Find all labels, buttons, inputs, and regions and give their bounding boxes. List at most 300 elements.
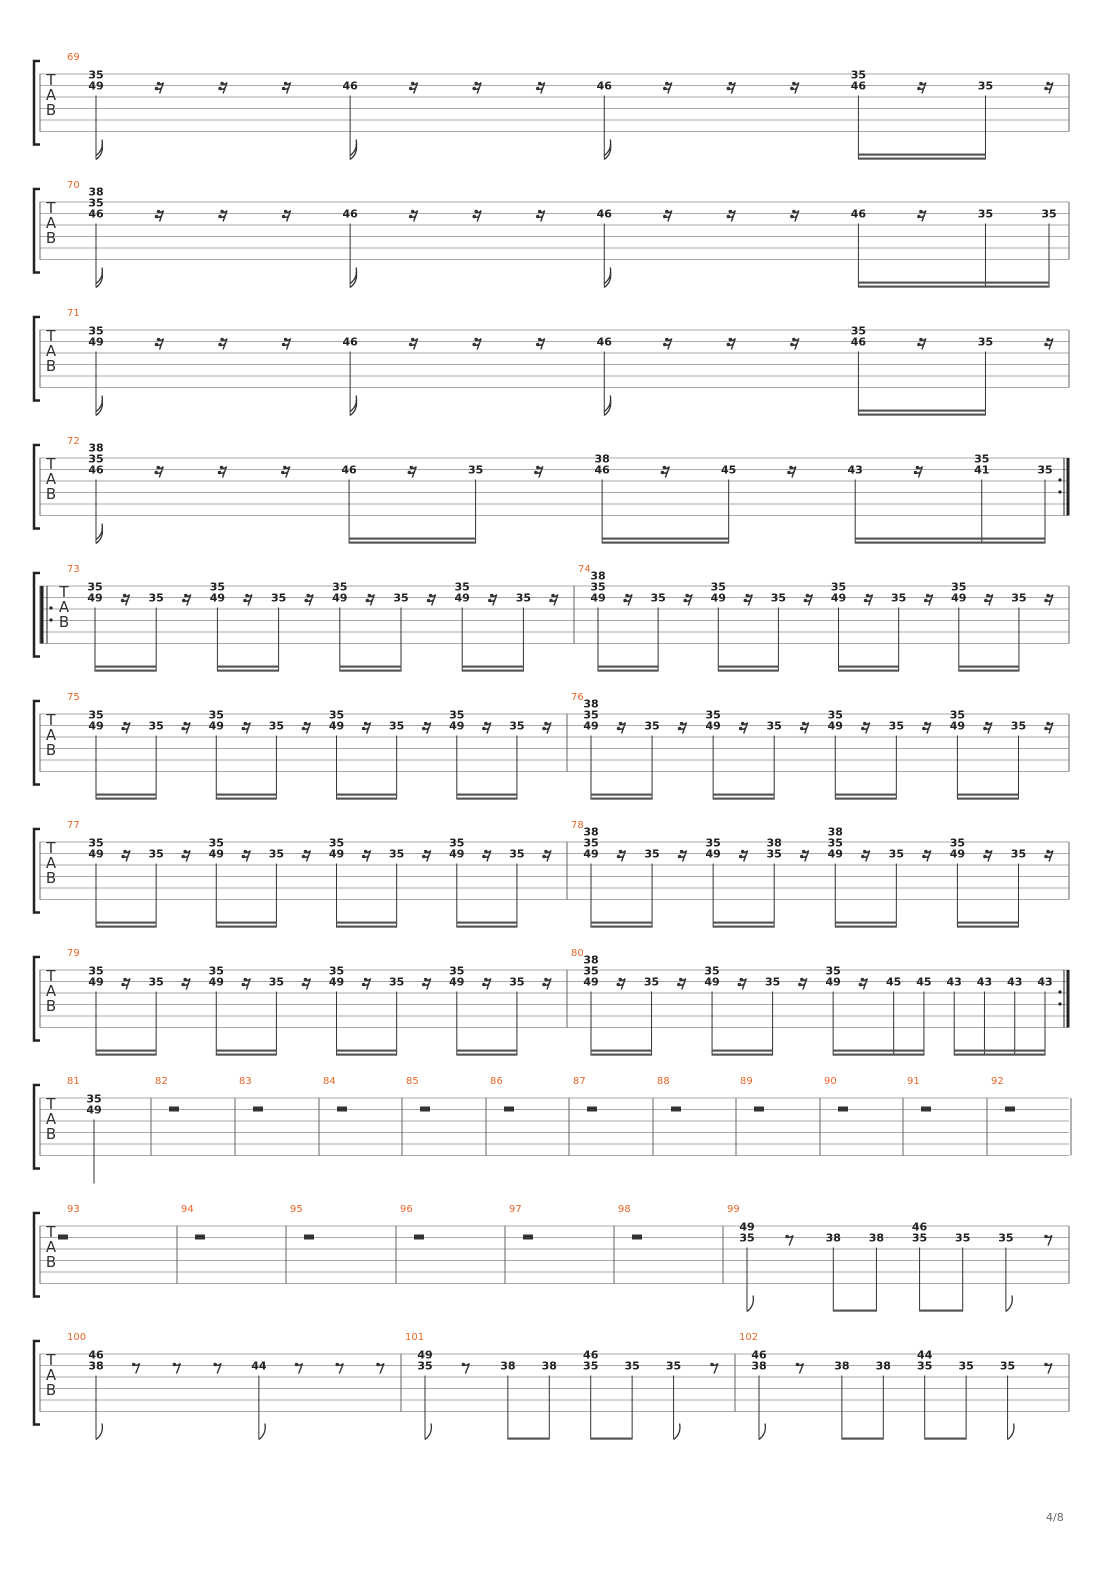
rest-dot [727,215,731,219]
rest-dot [283,466,287,470]
rest-dot [536,87,540,91]
note-beam [858,282,1049,284]
rest-dot [183,850,187,854]
fret-number: 35 [1011,591,1027,605]
fret-number: 35 [454,580,470,594]
rest-dot [787,471,791,475]
tab-clef-letter: T [46,71,56,89]
rest-dot [727,343,731,347]
rest-dot [220,338,224,342]
repeat-dot [49,618,52,621]
fret-number: 35 [389,847,405,861]
rest-dot [220,466,224,470]
fret-number: 35 [208,964,224,978]
repeat-dot [49,606,52,609]
rest-dot [740,978,744,982]
rest-dot [785,1235,789,1239]
system-bracket [34,445,40,529]
measure-number: 100 [67,1332,87,1343]
fret-number: 35 [999,1359,1016,1373]
rest-dot [364,978,368,982]
rest-dot [790,343,794,347]
measure-number: 74 [578,564,591,575]
rest-dot [798,983,802,987]
fret-number: 35 [650,591,666,605]
fret-number: 35 [328,836,345,850]
rest-dot [917,215,921,219]
note-beam [957,922,1018,924]
fret-number: 35 [850,324,867,338]
tab-clef-letter: T [46,1223,56,1241]
repeat-dot [1058,990,1061,993]
rest-dot [625,594,629,598]
note-beam [96,798,156,800]
rest-dot [474,210,478,214]
rest-dot [916,466,920,470]
rest-dot [544,722,548,726]
rest-dot [665,82,669,86]
tab-clef-letter: A [45,1110,57,1128]
note-beam [216,1050,276,1052]
note-beam [457,798,517,800]
fret-number: 49 [590,591,606,605]
whole-rest [337,1107,347,1112]
tab-clef-letter: T [46,455,56,473]
fret-number: 35 [583,836,599,850]
fret-number: 46 [583,1348,599,1362]
fret-number: 35 [467,463,484,477]
fret-number: 35 [328,964,345,978]
note-beam [337,1050,397,1052]
whole-rest [838,1107,848,1112]
fret-number: 46 [341,463,357,477]
rest-dot [729,338,733,342]
rest-dot [409,215,413,219]
rest-dot [376,1363,380,1367]
fret-number: 38 [766,836,782,850]
fret-number: 35 [88,452,104,466]
whole-rest [523,1235,533,1240]
fret-number: 38 [583,825,599,839]
rest-dot [282,343,286,347]
whole-rest [169,1107,179,1112]
fret-number: 49 [825,975,841,989]
note-beam [217,666,278,668]
note-beam [591,798,652,800]
rest-dot [244,722,248,726]
fret-number: 35 [949,708,966,722]
rest-dot [804,599,808,603]
measure-number: 82 [155,1076,168,1087]
note-beam [858,286,1049,288]
fret-number: 35 [955,1231,971,1245]
fret-number: 35 [644,847,660,861]
note-beam [833,1050,924,1052]
tab-clef-letter: A [45,214,57,232]
note-beam [95,670,156,672]
note-beam [959,666,1019,668]
rest-dot [335,1363,339,1367]
fret-number: 46 [911,1220,928,1234]
rest-dot [295,1363,299,1367]
fret-number: 35 [449,964,465,978]
page-number: 4/8 [1046,1511,1064,1524]
tab-clef-letter: A [45,982,57,1000]
fret-number: 46 [850,79,867,93]
rest-dot [424,850,428,854]
fret-number: 49 [583,719,599,733]
note-beam [457,926,517,928]
rest-dot [462,1363,466,1367]
rest-dot [242,983,246,987]
rest-dot [284,338,288,342]
rest-dot [919,338,923,342]
fret-number: 49 [449,719,465,733]
note-beam [337,798,397,800]
rest-dot [155,87,159,91]
rest-dot [429,594,433,598]
fret-number: 49 [88,79,104,93]
note-beam [602,538,729,540]
fret-number: 49 [949,719,966,733]
note-beam [591,794,652,796]
tab-clef-letter: B [45,1125,57,1143]
rest-dot [542,855,546,859]
rest-dot [411,338,415,342]
rest-dot [121,855,125,859]
rest-dot [739,727,743,731]
rest-dot [484,722,488,726]
rest-dot [364,850,368,854]
fret-number: 35 [268,719,285,733]
fret-number: 35 [209,580,226,594]
rest-dot [741,722,745,726]
rest-dot [409,343,413,347]
fret-number: 35 [624,1359,640,1373]
whole-rest [304,1235,314,1240]
fret-number: 35 [417,1359,433,1373]
rest-dot [863,722,867,726]
note-beam [833,1310,876,1312]
whole-rest [632,1235,642,1240]
fret-number: 35 [825,964,841,978]
measure-number: 73 [67,564,80,575]
rest-dot [800,978,804,982]
rest-dot [302,855,306,859]
system-bracket [34,829,40,913]
fret-number: 35 [739,1231,755,1245]
fret-number: 49 [332,591,348,605]
fret-number: 49 [209,591,226,605]
note-beam [216,798,276,800]
rest-dot [679,978,683,982]
note-beam [96,922,156,924]
tab-clef-letter: T [46,199,56,217]
note-flag [259,1424,265,1440]
rest-dot [242,855,246,859]
tab-clef-letter: B [45,357,57,375]
fret-number: 49 [87,591,103,605]
fret-number: 49 [830,591,847,605]
fret-number: 46 [850,335,867,349]
rest-dot [914,471,918,475]
note-beam [340,670,401,672]
rest-dot [484,850,488,854]
fret-number: 38 [751,1359,767,1373]
tab-clef-letter: A [45,470,57,488]
measure-number: 93 [67,1204,80,1215]
fret-number: 44 [917,1348,933,1362]
rest-dot [424,978,428,982]
measure-number: 89 [740,1076,753,1087]
note-beam [591,926,652,928]
rest-dot [482,855,486,859]
fret-number: 49 [704,975,720,989]
rest-dot [542,983,546,987]
fret-number: 43 [1007,975,1023,989]
fret-number: 35 [977,207,994,221]
fret-number: 35 [332,580,348,594]
rest-dot [536,466,540,470]
rest-dot [542,727,546,731]
rest-dot [623,599,627,603]
note-flag [674,1424,680,1440]
note-beam [954,1050,1045,1052]
fret-number: 45 [916,975,932,989]
fret-number: 46 [88,1348,104,1362]
system-bracket [34,1341,40,1425]
rest-dot [368,594,372,598]
rest-dot [729,210,733,214]
rest-dot [677,983,681,987]
note-beam [96,1054,156,1056]
fret-number: 49 [739,1220,755,1234]
rest-dot [482,727,486,731]
tab-clef-letter: B [45,869,57,887]
note-beam [718,670,778,672]
fret-number: 35 [583,708,599,722]
rest-dot [121,983,125,987]
fret-number: 49 [449,975,465,989]
fret-number: 35 [268,847,285,861]
note-beam [858,414,985,416]
rest-dot [922,727,926,731]
rest-dot [617,727,621,731]
fret-number: 35 [643,975,660,989]
fret-number: 49 [705,847,721,861]
rest-dot [123,594,127,598]
rest-dot [538,82,542,86]
note-beam [457,794,517,796]
fret-number: 35 [1041,207,1057,221]
tab-clef-letter: B [45,1381,57,1399]
note-beam [855,538,1045,540]
system-bracket [34,1085,40,1169]
rest-dot [304,850,308,854]
fret-number: 49 [88,335,104,349]
rest-dot [304,722,308,726]
tab-clef-letter: T [46,839,56,857]
rest-dot [218,215,222,219]
rest-dot [1044,855,1048,859]
fret-number: 49 [949,847,966,861]
fret-number: 35 [1010,847,1027,861]
rest-dot [710,1363,714,1367]
rest-dot [181,983,185,987]
fret-number: 35 [515,591,532,605]
measure-number: 101 [405,1332,425,1343]
fret-number: 35 [148,975,164,989]
rest-dot [218,471,222,475]
rest-dot [790,215,794,219]
rest-dot [281,471,285,475]
note-beam [835,798,896,800]
note-beam [839,666,899,668]
tab-clef-letter: B [45,101,57,119]
fret-number: 35 [850,68,867,82]
fret-number: 35 [917,1359,933,1373]
note-beam [216,1054,276,1056]
rest-dot [474,82,478,86]
fret-number: 49 [951,591,967,605]
note-beam [713,922,774,924]
note-beam [598,670,658,672]
rest-dot [121,727,125,731]
fret-number: 43 [1037,975,1053,989]
note-beam [959,670,1019,672]
rest-dot [422,727,426,731]
note-beam [713,926,774,928]
rest-dot [800,727,804,731]
note-beam [508,1438,549,1440]
fret-number: 35 [764,975,781,989]
fret-number: 49 [583,847,599,861]
measure-number: 83 [239,1076,252,1087]
fret-number: 35 [88,708,104,722]
rest-dot [617,855,621,859]
rest-dot [917,343,921,347]
fret-number: 49 [705,719,721,733]
rest-dot [218,343,222,347]
rest-dot [1044,1235,1048,1239]
rest-dot [482,983,486,987]
fret-number: 38 [583,697,599,711]
rest-dot [663,215,667,219]
measure-number: 76 [571,692,584,703]
rest-dot [663,343,667,347]
rest-dot [1044,1363,1048,1367]
fret-number: 46 [596,207,612,221]
rest-dot [922,855,926,859]
note-beam [713,798,774,800]
rest-dot [366,599,370,603]
fret-number: 35 [766,847,782,861]
fret-number: 35 [208,708,224,722]
rest-dot [926,594,930,598]
measure-number: 79 [67,948,80,959]
note-beam [457,1054,517,1056]
rest-dot [1044,727,1048,731]
fret-number: 46 [594,463,610,477]
rest-dot [1046,722,1050,726]
fret-number: 35 [891,591,907,605]
rest-dot [183,722,187,726]
fret-number: 43 [946,975,962,989]
note-beam [457,922,517,924]
fret-number: 35 [710,580,726,594]
rest-dot [861,855,865,859]
measure-number: 71 [67,308,80,319]
note-flag [1008,1424,1014,1440]
rest-dot [924,599,928,603]
fret-number: 35 [88,836,104,850]
note-beam [340,666,401,668]
rest-dot [741,850,745,854]
rest-dot [409,87,413,91]
rest-dot [544,978,548,982]
note-beam [718,666,778,668]
rest-dot [551,594,555,598]
measure-number: 85 [406,1076,419,1087]
fret-number: 46 [342,207,358,221]
measure-number: 96 [400,1204,413,1215]
rest-dot [157,82,161,86]
fret-number: 49 [583,975,599,989]
rest-dot [282,215,286,219]
rest-dot [663,87,667,91]
measure-number: 99 [727,1204,740,1215]
note-beam [96,926,156,928]
fret-number: 35 [958,1359,974,1373]
rest-dot [154,471,158,475]
rest-dot [792,210,796,214]
tab-clef-letter: T [59,583,69,601]
fret-number: 38 [500,1359,516,1373]
rest-dot [619,850,623,854]
system-bracket [34,701,40,785]
note-beam [591,922,652,924]
measure-number: 70 [67,180,80,191]
rest-dot [538,210,542,214]
rest-dot [536,215,540,219]
system-bracket [34,61,40,145]
whole-rest [1005,1107,1015,1112]
note-beam [712,1054,773,1056]
rest-dot [789,466,793,470]
system-bracket [34,573,40,657]
rest-dot [739,855,743,859]
rest-dot [422,855,426,859]
fret-number: 38 [875,1359,891,1373]
fret-number: 43 [976,975,993,989]
rest-dot [864,599,868,603]
rest-dot [796,1363,800,1367]
rest-dot [983,727,987,731]
tab-clef-letter: B [45,229,57,247]
measure-number: 84 [323,1076,336,1087]
rest-dot [362,983,366,987]
whole-rest [253,1107,263,1112]
note-beam [216,794,276,796]
fret-number: 46 [88,207,104,221]
fret-number: 38 [88,1359,104,1373]
whole-rest [58,1235,68,1240]
tab-clef-letter: A [45,854,57,872]
tab-clef-letter: A [45,342,57,360]
fret-number: 35 [949,836,966,850]
rest-dot [685,594,689,598]
whole-rest [504,1107,514,1112]
